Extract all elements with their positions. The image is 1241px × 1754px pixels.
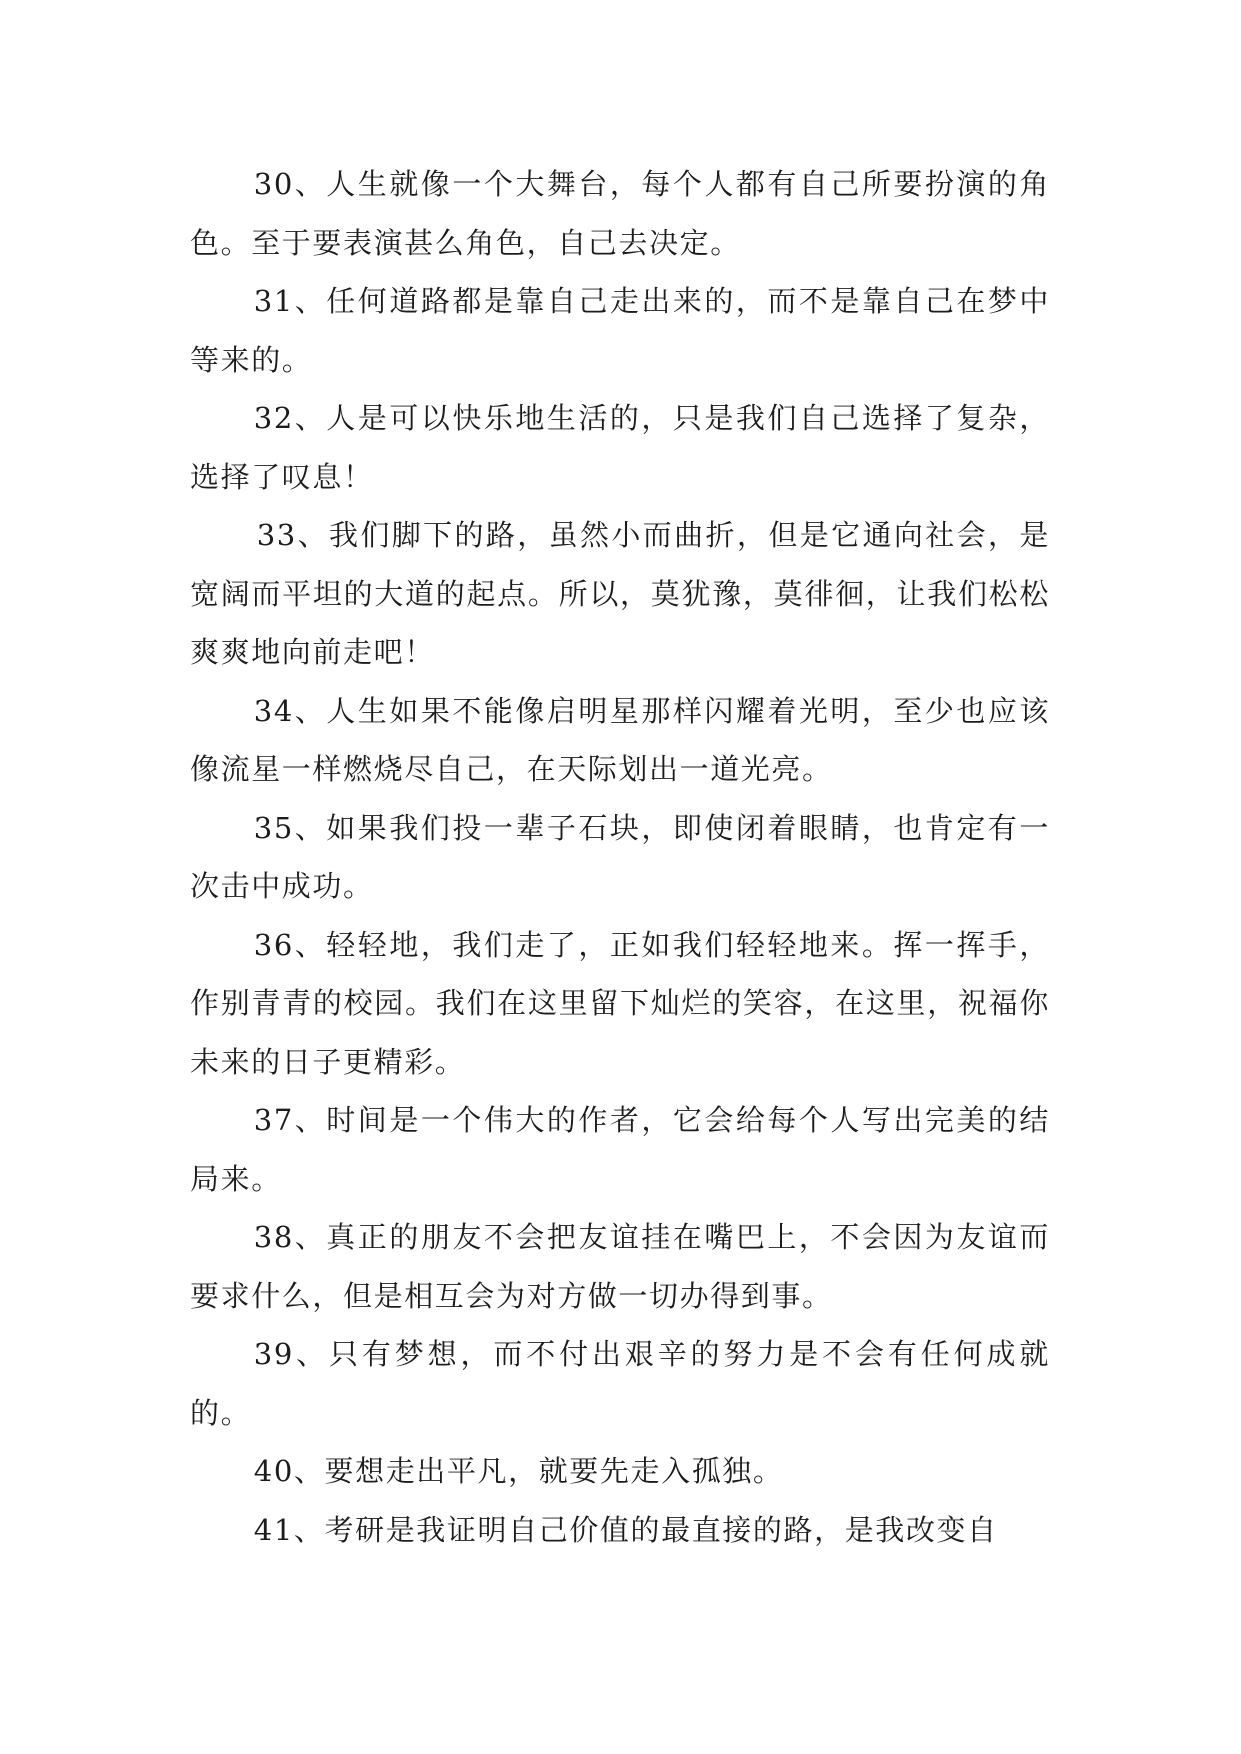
paragraph-38: 38、真正的朋友不会把友谊挂在嘴巴上，不会因为友谊而要求什么，但是相互会为对方做一切办得到事。 <box>190 1220 1050 1313</box>
paragraph-31: 31、任何道路都是靠自己走出来的，而不是靠自己在梦中等来的。 <box>190 284 1050 377</box>
paragraph-30: 30、人生就像一个大舞台，每个人都有自己所要扮演的角色。至于要表演甚么角色，自己去决定。 <box>190 167 1050 260</box>
document-body <box>190 155 1050 1559</box>
paragraph-37: 37、时间是一个伟大的作者，它会给每个人写出完美的结局来。 <box>190 1103 1050 1196</box>
paragraph-39: 39、只有梦想，而不付出艰辛的努力是不会有任何成就的。 <box>190 1337 1050 1430</box>
paragraph-35: 35、如果我们投一辈子石块，即使闭着眼睛，也肯定有一次击中成功。 <box>190 810 1050 903</box>
paragraph-32: 32、人是可以快乐地生活的，只是我们自己选择了复杂，选择了叹息！ <box>190 401 1050 494</box>
paragraph-36: 36、轻轻地，我们走了，正如我们轻轻地来。挥一挥手，作别青青的校园。我们在这里留下灿烂的笑容，在这里，祝福你未来的日子更精彩。 <box>190 927 1050 1079</box>
paragraph-33: 33、我们脚下的路，虽然小而曲折，但是它通向社会，是宽阔而平坦的大道的起点。所以，莫犹豫，莫徘徊，让我们松松爽爽地向前走吧！ <box>190 518 1050 669</box>
paragraph-40: 40、要想走出平凡，就要先走入孤独。 <box>253 1454 784 1488</box>
paragraph-41: 41、考研是我证明自己价值的最直接的路，是我改变自 <box>253 1512 998 1547</box>
paragraph-34: 34、人生如果不能像启明星那样闪耀着光明，至少也应该像流星一样燃烧尽自己，在天际划出一道光亮。 <box>190 693 1050 786</box>
